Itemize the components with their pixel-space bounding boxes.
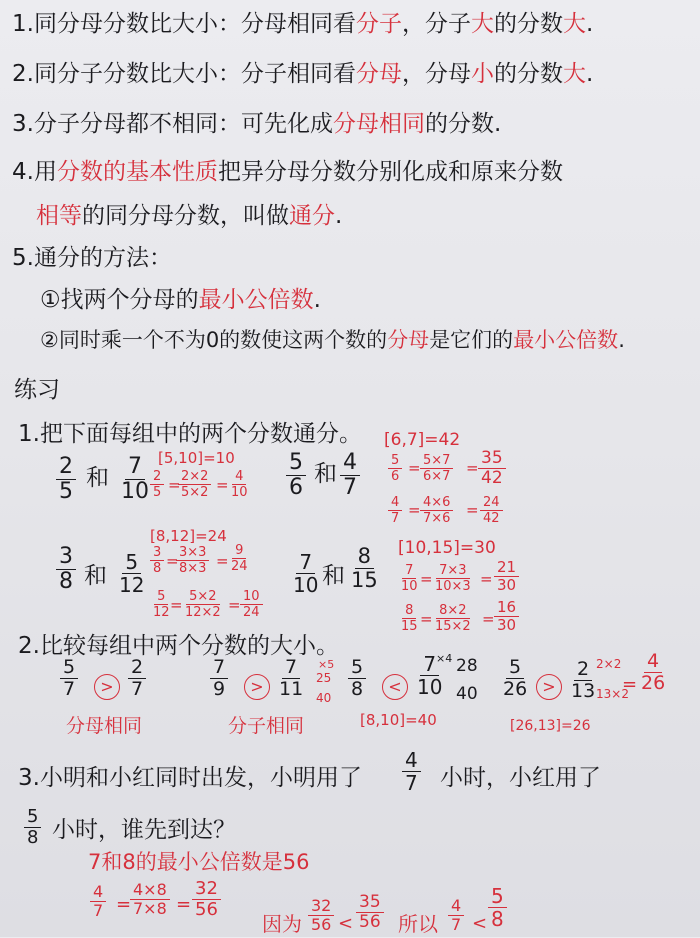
numerator: 4	[644, 652, 662, 673]
rule-5-step-2: ②同时乘一个不为0的数使这两个数的分母是它们的最小公倍数.	[40, 328, 625, 352]
q2-c2-sign: >	[244, 674, 270, 700]
numerator: 10	[240, 590, 263, 605]
denominator: 6×7	[423, 469, 451, 484]
denominator: 30	[497, 616, 517, 634]
q2-c3-mul1: ×5	[318, 658, 335, 671]
q1-p2-eq2: =	[466, 459, 479, 477]
q1-p2-lcm: [6,7]=42	[384, 430, 461, 450]
denominator: 56	[195, 899, 218, 920]
numerator: 7	[402, 564, 416, 579]
denominator: 10×3	[435, 579, 471, 594]
q2-c3-r2: 28	[456, 656, 478, 676]
q1-p3-lcm: [8,12]=24	[150, 527, 227, 545]
q1-p1-frac-a	[56, 456, 76, 503]
q1-p4-and: 和	[322, 563, 345, 589]
q2-c4-frac-a	[500, 658, 530, 699]
q1-p2-c1-2	[478, 450, 506, 487]
numerator: 32	[308, 898, 334, 916]
numerator: 7	[296, 552, 315, 574]
denominator: 10	[121, 479, 149, 504]
q1-p2-c2-1	[420, 496, 453, 525]
q2-c4-conv-d: 13×2	[596, 687, 629, 701]
q3-because: 因为	[262, 912, 302, 936]
numerator: 4	[388, 496, 402, 511]
q3-eq1: =	[116, 894, 132, 915]
denominator: 7	[391, 511, 400, 526]
q1-p1-lcm: [5,10]=10	[158, 449, 235, 467]
numerator: 21	[494, 560, 519, 577]
q3-res-b	[488, 886, 507, 929]
rule-3: 3.分子分母都不相同：可先化成分母相同的分数.	[12, 111, 502, 137]
q1-p4-frac-a	[290, 552, 321, 595]
denominator: 13	[571, 680, 596, 702]
q1-p2-frac-b	[340, 452, 360, 499]
q3-conv-2	[192, 880, 221, 919]
denominator: 12	[119, 573, 145, 597]
question-2: 2.比较每组中两个分数的大小。	[18, 633, 339, 659]
denominator: 12	[153, 605, 170, 620]
denominator: 8	[59, 569, 73, 594]
q1-p4-c2-2	[494, 600, 519, 633]
numerator: 8	[402, 604, 416, 619]
q3-eq2: =	[176, 894, 192, 915]
denominator: 8	[491, 907, 504, 931]
practice-heading: 练习	[14, 377, 60, 403]
question-3-line-1b: 小时，小红用了	[440, 765, 601, 791]
q1-p3-eq4: =	[228, 596, 241, 614]
q2-c3-r1: 25	[316, 671, 332, 685]
denominator: 5×2	[181, 485, 209, 500]
rule-2: 2.同分子分数比大小：分子相同看分母，分母小的分数大.	[12, 61, 594, 87]
numerator: 5×2	[186, 590, 219, 605]
denominator: 5	[59, 479, 73, 504]
question-3-line-1: 3.小明和小红同时出发，小明用了	[18, 765, 362, 791]
numerator: 5	[348, 658, 366, 679]
q1-p4-frac-b	[348, 546, 381, 591]
question-3-line-2: 小时，谁先到达？	[52, 817, 236, 843]
numerator: 4	[232, 470, 246, 485]
q1-p3-c1-1	[176, 546, 209, 575]
q1-p3-and: 和	[84, 563, 107, 589]
q1-p1-c1	[178, 470, 211, 499]
numerator: 2	[56, 456, 76, 480]
q2-c1-frac-a	[60, 658, 78, 699]
q3-lt-2: <	[472, 913, 488, 934]
q3-cmp-a	[308, 898, 334, 933]
q3-frac-xiaoming	[402, 750, 421, 793]
q1-p2-c1-1	[420, 454, 453, 483]
denominator: 26	[641, 672, 666, 694]
denominator: 24	[231, 559, 248, 574]
denominator: 10	[293, 573, 319, 597]
q2-c3-lcm: [8,10]=40	[360, 711, 437, 729]
rule-5-step-1: ①找两个分母的最小公倍数.	[40, 287, 321, 313]
q1-p3-c2-1	[182, 590, 224, 619]
q1-p3-c2-2	[240, 590, 263, 619]
numerator: 35	[478, 450, 506, 469]
question-1: 1.把下面每组中的两个分数通分。	[18, 421, 362, 447]
q1-p3-eq1: =	[166, 552, 179, 570]
denominator: 9	[213, 678, 226, 700]
q2-c1-sign: >	[94, 674, 120, 700]
q2-c3-d2: 40	[456, 684, 478, 704]
numerator: 24	[480, 496, 503, 511]
q1-p3-frac-a	[56, 546, 76, 593]
q1-p1-c0	[150, 470, 164, 499]
denominator: 8	[27, 827, 39, 848]
denominator: 15	[401, 619, 418, 634]
denominator: 7	[451, 915, 462, 934]
denominator: 6	[391, 469, 400, 484]
q1-p4-c1-2	[494, 560, 519, 593]
q2-c1-note: 分母相同	[66, 715, 143, 737]
numerator: 4	[448, 898, 464, 916]
q1-p2-c2-0	[388, 496, 402, 525]
q2-c1-frac-b	[128, 658, 146, 699]
q1-p3-c1-0	[150, 546, 164, 575]
q2-c4-result	[638, 652, 668, 693]
q1-p4-eq1: =	[420, 570, 433, 588]
numerator: 5	[388, 454, 402, 469]
denominator: 15×2	[435, 619, 471, 634]
q1-p3-frac-b	[116, 552, 147, 595]
numerator: 2	[574, 660, 592, 681]
denominator: 42	[481, 468, 503, 488]
numerator: 4	[340, 452, 360, 476]
denominator: 8×3	[179, 561, 207, 576]
denominator: 24	[243, 605, 260, 620]
denominator: 56	[311, 915, 332, 934]
q1-p2-c1-0	[388, 454, 402, 483]
denominator: 7	[93, 901, 104, 920]
q1-p3-eq2: =	[216, 552, 229, 570]
numerator: 8×2	[436, 604, 469, 619]
q3-lcm-note: 7和8的最小公倍数是56	[88, 850, 310, 874]
numerator: 9	[232, 544, 246, 559]
denominator: 11	[279, 678, 304, 700]
q1-p4-eq2: =	[480, 570, 493, 588]
numerator: 3	[56, 546, 76, 570]
denominator: 56	[359, 912, 381, 932]
q1-p1-frac-b	[118, 456, 152, 503]
denominator: 5	[153, 485, 162, 500]
q3-lt-1: <	[338, 913, 354, 934]
numerator: 3	[150, 546, 164, 561]
numerator: 7	[210, 658, 228, 679]
q1-p2-eq1: =	[408, 459, 421, 477]
q2-c3-mul2: ×4	[436, 652, 453, 665]
numerator: 8	[355, 546, 374, 569]
denominator: 7×6	[423, 511, 451, 526]
denominator: 8	[153, 561, 162, 576]
numerator: 2	[128, 658, 146, 679]
q2-c4-frac-b	[568, 660, 598, 701]
denominator: 7	[131, 678, 144, 700]
numerator: 32	[192, 880, 221, 900]
numerator: 35	[356, 894, 384, 913]
rule-4-line-1: 4.用分数的基本性质把异分母分数分别化成和原来分数	[12, 159, 563, 185]
numerator: 3×3	[176, 546, 209, 561]
q1-p3-c1-2	[228, 544, 251, 573]
numerator: 5	[488, 886, 507, 908]
numerator: 5	[506, 658, 524, 679]
q1-p4-eq3: =	[420, 610, 433, 628]
numerator: 5	[154, 590, 168, 605]
numerator: 7	[282, 658, 300, 679]
q1-p4-lcm: [10,15]=30	[398, 538, 496, 558]
q1-p1-and: 和	[86, 465, 109, 491]
q1-p2-and: 和	[314, 461, 337, 487]
rule-5-title: 5.通分的方法：	[12, 245, 172, 271]
denominator: 42	[483, 511, 500, 526]
numerator: 7	[420, 654, 439, 676]
q2-c4-sign: >	[536, 674, 562, 700]
denominator: 30	[497, 576, 517, 594]
q2-c3-frac-a	[348, 658, 366, 699]
q2-c2-frac-b	[276, 658, 306, 699]
numerator: 5	[286, 452, 306, 476]
denominator: 10	[417, 675, 443, 699]
q1-p4-eq4: =	[482, 610, 495, 628]
rule-4-line-2: 相等的同分母分数，叫做通分.	[36, 203, 343, 229]
denominator: 10	[231, 485, 248, 500]
q1-p2-eq3: =	[408, 501, 421, 519]
q1-p1-c2	[228, 470, 251, 499]
numerator: 7	[125, 456, 145, 480]
q1-p2-frac-a	[286, 452, 306, 499]
q2-c3-sign: <	[382, 674, 408, 700]
q3-conv-1	[130, 882, 170, 917]
q2-c3-d1: 40	[316, 691, 332, 705]
q1-p4-c1-1	[432, 564, 474, 593]
denominator: 7	[405, 771, 418, 795]
rule-1: 1.同分母分数比大小：分母相同看分子，分子大的分数大.	[12, 11, 594, 37]
denominator: 8	[351, 678, 364, 700]
numerator: 4×6	[420, 496, 453, 511]
q2-c4-eq: =	[622, 674, 638, 695]
q2-c4-conv-n: 2×2	[596, 657, 622, 671]
q3-conv-0	[90, 884, 106, 919]
q1-p1-eq1: =	[168, 476, 181, 494]
denominator: 15	[351, 568, 378, 592]
denominator: 10	[401, 579, 418, 594]
numerator: 5×7	[420, 454, 453, 469]
q1-p1-eq2: =	[216, 476, 229, 494]
q1-p4-c2-0	[398, 604, 421, 633]
q1-p4-c2-1	[432, 604, 474, 633]
q3-cmp-b	[356, 894, 384, 931]
numerator: 7×3	[436, 564, 469, 579]
denominator: 7×8	[133, 899, 167, 918]
numerator: 2×2	[178, 470, 211, 485]
numerator: 4	[90, 884, 106, 902]
numerator: 5	[60, 658, 78, 679]
q3-so: 所以	[398, 912, 438, 936]
numerator: 5	[24, 808, 41, 828]
denominator: 12×2	[185, 605, 221, 620]
numerator: 4×8	[130, 882, 170, 900]
numerator: 16	[494, 600, 519, 617]
denominator: 7	[343, 475, 357, 500]
q1-p4-c1-0	[398, 564, 421, 593]
denominator: 6	[289, 475, 303, 500]
q2-c2-note: 分子相同	[228, 715, 305, 737]
q3-frac-xiaohong	[24, 808, 41, 847]
denominator: 26	[503, 678, 528, 700]
q1-p2-eq4: =	[466, 501, 479, 519]
q1-p3-eq3: =	[170, 596, 183, 614]
denominator: 7	[63, 678, 76, 700]
numerator: 5	[122, 552, 141, 574]
numerator: 2	[150, 470, 164, 485]
q3-res-a	[448, 898, 464, 933]
q2-c4-lcm: [26,13]=26	[510, 718, 591, 734]
q1-p2-c2-2	[480, 496, 503, 525]
q2-c2-frac-a	[210, 658, 228, 699]
numerator: 4	[402, 750, 421, 772]
